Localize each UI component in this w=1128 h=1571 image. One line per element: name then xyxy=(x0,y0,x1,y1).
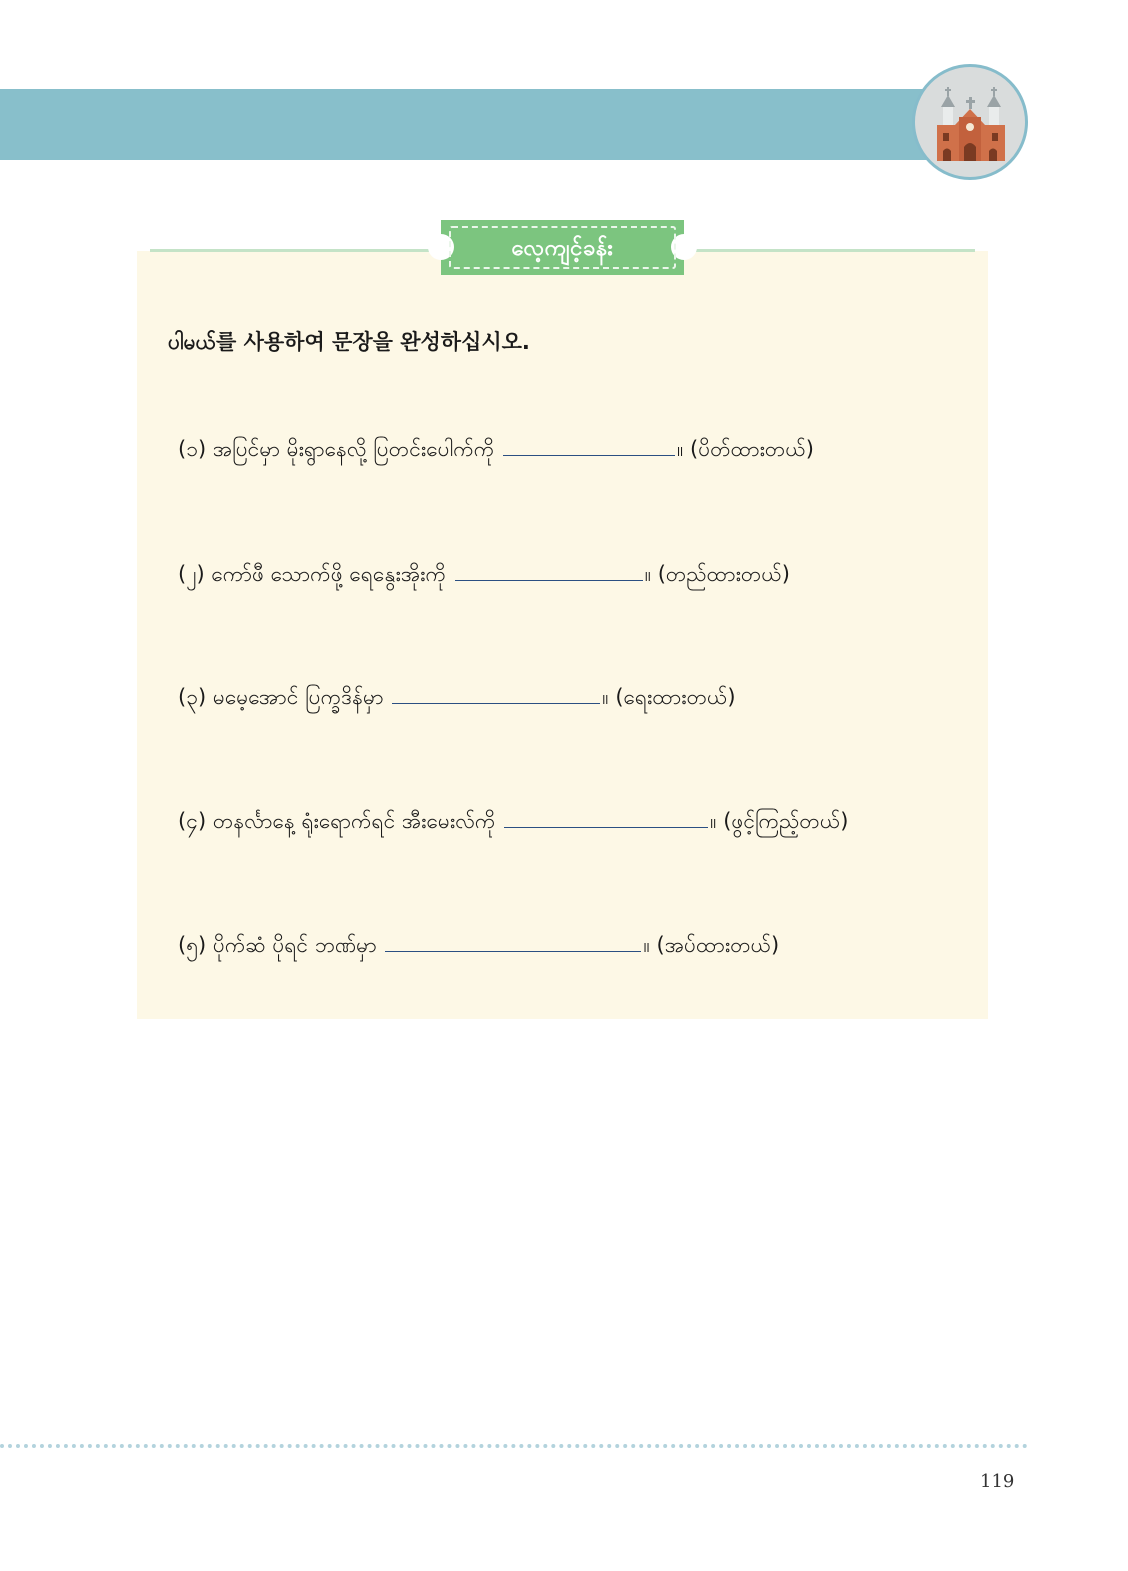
answer-blank[interactable] xyxy=(455,562,643,581)
answer-blank[interactable] xyxy=(504,809,708,828)
item-prefix: ကော်ဖီ သောက်ဖို့ ရေနွေးအိုးကို xyxy=(211,562,446,586)
item-suffix: ။ (တည်ထားတယ်) xyxy=(644,562,790,586)
instruction-text: ပါမယ်를 사용하여 문장을 완성하십시오. xyxy=(168,330,530,354)
item-prefix: တနင်္လာနေ့ ရုံးရောက်ရင် အီးမေးလ်ကို xyxy=(212,809,496,833)
answer-blank[interactable] xyxy=(385,933,641,952)
header-band xyxy=(0,89,975,160)
exercise-item-5 xyxy=(178,932,779,963)
exercise-item-2 xyxy=(178,561,790,592)
answer-blank[interactable] xyxy=(503,437,675,456)
item-number: (၄) xyxy=(178,809,207,833)
section-title: လေ့ကျင့်ခန်း xyxy=(511,236,614,261)
item-suffix: ။ (အပ်ထားတယ်) xyxy=(643,933,780,957)
item-number: (၂) xyxy=(178,562,205,586)
answer-blank[interactable] xyxy=(392,685,600,704)
item-prefix: မမေ့အောင် ပြက္ခဒိန်မှာ xyxy=(212,685,384,709)
section-title-badge xyxy=(441,220,684,275)
item-suffix: ။ (ဖွင့်ကြည့်တယ်) xyxy=(710,809,849,833)
exercise-panel xyxy=(137,251,988,1019)
item-prefix: အပြင်မှာ မိုးရွာနေလို့ ပြတင်းပေါက်ကို xyxy=(212,437,495,461)
item-number: (၁) xyxy=(178,437,207,461)
church-icon xyxy=(912,64,1028,180)
item-prefix: ပိုက်ဆံ ပိုရင် ဘဏ်မှာ xyxy=(212,933,377,957)
item-number: (၅) xyxy=(178,933,207,957)
exercise-item-3 xyxy=(178,684,736,715)
footer-divider xyxy=(0,1444,1028,1448)
item-suffix: ။ (ရေးထားတယ်) xyxy=(602,685,736,709)
exercise-item-1 xyxy=(178,436,814,467)
item-number: (၃) xyxy=(178,685,207,709)
page-number: 119 xyxy=(980,1471,1015,1492)
exercise-item-4 xyxy=(178,808,848,839)
item-suffix: ။ (ပိတ်ထားတယ်) xyxy=(677,437,814,461)
